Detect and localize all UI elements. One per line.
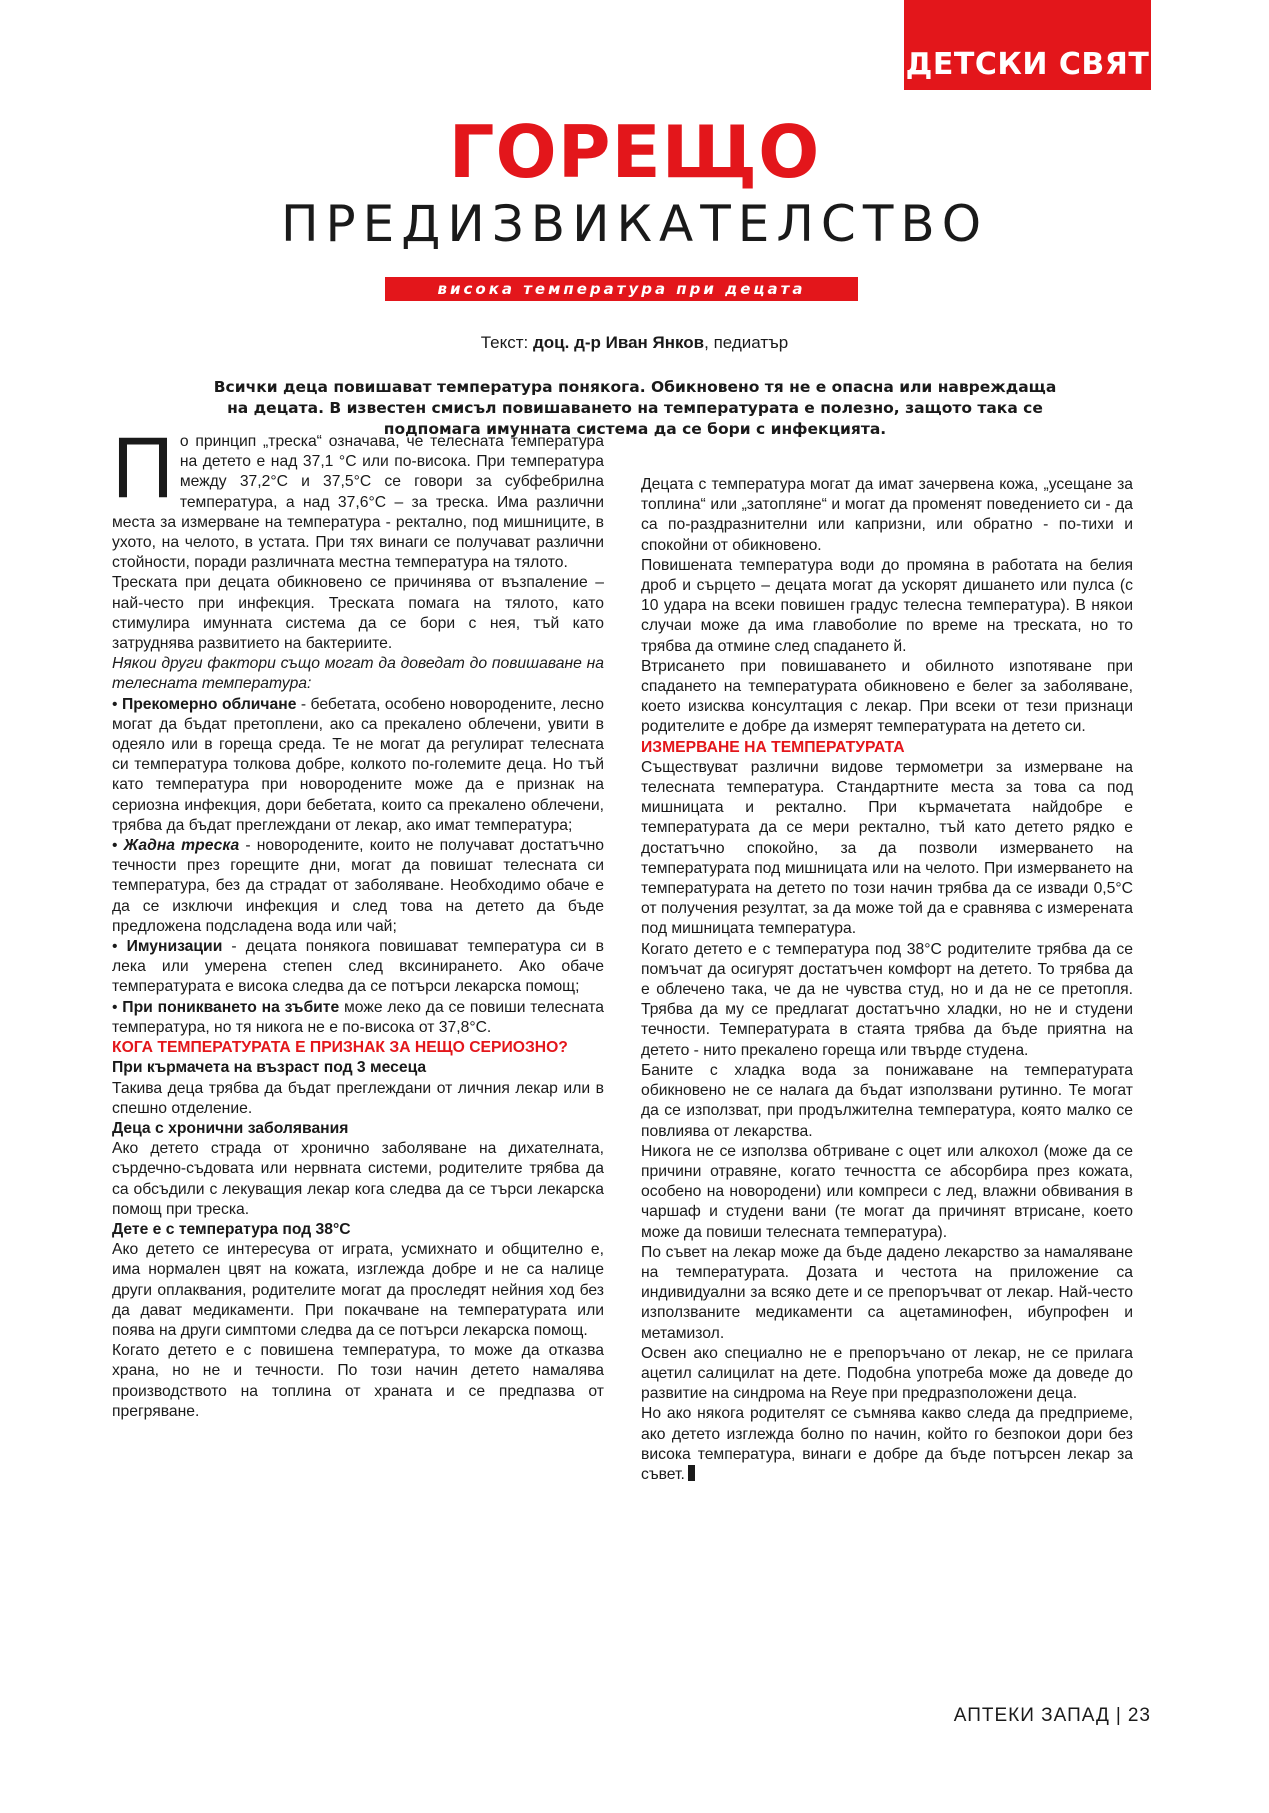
intro-paragraph — [112, 420, 604, 573]
paragraph: Когато детето е с повишена температура, то може да отказва храна, но не и течности. По този начин детето намалява производството на топлина от храната и се предпазва от прегряване. — [112, 1342, 604, 1420]
bullet-text: - децата понякога повишават температура си в лека или умерена степен след вксинирането. Ако обаче температурата е висока следва да се потърси лекарска помощ; — [112, 938, 604, 996]
subheading: При кърмачета на възраст под 3 месеца — [112, 1059, 427, 1077]
bullet-item: • Прекомерно обличане - бебетата, особено новородените, лесно могат да бъдат претоплени, ако са прекалено облечени, увити в одеяло или в гореща среда. Те не могат да регулират телесната си температура толкова добре, колкото по-големите деца. Но тъй като температура при новородените може да е признак на сериозна инфекция, дори бебетата, които са прекалено облечени, трябва да бъдат преглеждани от лекар, ако имат температура; — [112, 695, 604, 834]
section-heading: КОГА ТЕМПЕРАТУРАТА Е ПРИЗНАК ЗА НЕЩО СЕРИОЗНО? — [112, 1039, 568, 1057]
paragraph: Съществуват различни видове термометри за измерване на телесната температура. Стандартните места за това са под мишницата и ректално. При кърмачетата найдобре е температурата да се мери ректално, тъй като детето рядко е достатъчно спокойно, за да позволи измерването на температурата под мишницата или на челото. При измерването на температурата на детето по този начин трябва да се извади 0,5°C от получения резултат, за да може той да е сравнява с измерената под мишницата температура. — [641, 758, 1133, 938]
left-column — [112, 420, 605, 1422]
paragraph: Освен ако специално не е препоръчано от лекар, не се прилага ацетил салицилат на дете. Подобна употреба може да доведе до развитие на синдрома на Reye при предразположени деца. — [641, 1344, 1133, 1403]
page-number: 23 — [1127, 1705, 1151, 1726]
right-column — [641, 475, 1133, 1485]
paragraph: Баните с хладка вода за понижаване на температурата обикновено не се налага да бъдат използвани рутинно. Те могат да се използват, при продължителна температура, която малко се повлиява от лекарства. — [641, 1061, 1133, 1140]
byline-author: доц. д-р Иван Янков — [533, 333, 705, 352]
paragraph: Ако детето се интересува от играта, усмихнато и общително е, има нормален цвят на кожата, изглежда добре и не са налице други оплаквания, родителите могат да проследят нейния ход без да дават медикаменти. При покачване на температурата или поява на други симптоми следва да се потърси лекарска помощ. — [112, 1241, 604, 1339]
lead-paragraph: Всички деца повишават температура понякога. Обикновено тя не е опасна или навреждаща на децата. В известен смисъл повишаването на температурата е полезно, защото така се подпомага имунната система да се бори с инфекцията. — [213, 378, 1057, 438]
publication-name: АПТЕКИ ЗАПАД — [953, 1705, 1110, 1726]
subtitle-ribbon: висока температура при децата — [385, 277, 858, 301]
left-p3: Някои други фактори също могат да доведат до повишаване на телесната температура: — [112, 655, 604, 693]
section-tag: ДЕТСКИ СВЯТ — [904, 0, 1151, 90]
section-heading: ИЗМЕРВАНЕ НА ТЕМПЕРАТУРАТА — [641, 738, 905, 756]
closing-text: Но ако някога родителят се съмнява какво следа да предприеме, ако детето изглежда болно по начин, който го безпокои дори без висока температура, винаги е добре да бъде потърсен лекар за съвет. — [641, 1405, 1133, 1483]
paragraph: Повишената температура води до промяна в работата на белия дроб и сърцето – децата могат да ускорят дишането или пулса (с 10 удара на всеки повишен градус телесна температура). В някои случаи може да има главоболие по време на треската, но то трябва да отмине след спадането й. — [641, 556, 1133, 655]
footer-separator: | — [1115, 1705, 1122, 1726]
paragraph: Ако детето страда от хронично заболяване на дихателната, сърдечно-съдовата или нервната системи, родителите трябва да са обсъдили с лекуващия лекар кога следва да се търси лекарска помощ при треска. — [112, 1140, 604, 1218]
bullet-title: Жадна треска — [123, 837, 240, 855]
bullet-title: Прекомерно обличане — [121, 695, 297, 713]
bullet-item: • При поникването на зъбите може леко да се повиши телесната температура, но тя никога не е по-висока от 37,8°C. — [112, 998, 605, 1036]
paragraph: Когато детето е с температура под 38°C родителите трябва да се помъчат да осигурят достатъчен комфорт на детето. То трябва да е облечено така, че да не чувства студ, но и да не се претопля. Трябва да му се предлагат достатъчно хладки, но не и студени течности. Температурата в стаята трябва да бъде приятна на детето - нито прекалено гореща или твърде студена. — [641, 940, 1133, 1059]
paragraph: Никога не се използва обтриване с оцет или алкохол (може да се причини отравяне, когато течността се абсорбира през кожата, особено на новородени) или компреси с лед, влажни обвивания в чаршаф и студени вани (те могат да причинят втрисане, което може да повиши телесната температура). — [641, 1142, 1133, 1241]
bullet-text: може леко да се повиши телесната температура, но тя никога не е по-висока от 37,8°C. — [112, 998, 605, 1036]
bullet-title: Имунизации — [126, 938, 223, 956]
bullet-title: При поникването на зъбите — [122, 998, 340, 1016]
closing-paragraph — [641, 1404, 1133, 1485]
paragraph: Такива деца трябва да бъдат преглеждани от личния лекар или в спешно отделение. — [112, 1079, 604, 1117]
left-p2: Треската при децата обикновено се причинява от възпаление – най-често при инфекция. Треската помага на тялото, като стимулира имунната система да се бори с нея, тъй като затруднява развитието на бактериите. — [112, 574, 604, 653]
drop-cap: П — [112, 420, 174, 516]
bullet-item: • Жадна треска - новородените, които не получават достатъчно течности през горещите дни, могат да повишат телесната си температура, без да страдат от заболяване. Необходимо обаче е да се изключи инфекция и след това на детето да бъде предложена подсладена вода или чай; — [112, 837, 604, 935]
paragraph: Втрисането при повишаването и обилното изпотяване при спадането на температурата обикновено е белег за заболяване, което изисква консултация с лекар. При всеки от тези признаци родителите е добре да измерят температурата на детето си. — [641, 657, 1133, 736]
title-secondary: ПРЕДИЗВИКАТЕЛСТВО — [280, 195, 989, 253]
subheading: Деца с хронични заболявания — [112, 1119, 349, 1137]
subheading: Дете е с температура под 38°C — [112, 1220, 351, 1238]
bullet-text: - новородените, които не получават достатъчно течности през горещите дни, могат да повишат телесната си температура, без да страдат от заболяване. Необходимо обаче е да се изключи инфекция и след това на детето да бъде предложена подсладена вода или чай; — [112, 837, 604, 935]
bullet-text: - бебетата, особено новородените, лесно могат да бъдат претоплени, ако са прекалено облечени, увити в одеяло или в гореща среда. Те не могат да регулират телесната си температура толкова добре, колкото по-големите деца. Но тъй като температура при новородените може да е признак на сериозна инфекция, дори бебетата, които са прекалено облечени, трябва да бъдат преглеждани от лекар, ако имат температура; — [112, 695, 604, 834]
page-footer — [954, 1705, 1151, 1727]
left-p1: о принцип „треска“ означава, че телесната температура на детето е над 37,1 °C или по-висока. При температура между 37,2°C и 37,5°C се говори за субфебрилна температура, а над 37,6°C – за треска. Има различни места за измерване на температура - ректално, под мишниците, в ухото, на челото, в устата. При тях винаги се получават различни стойности, поради различната местна температура на тялото. — [112, 433, 604, 572]
byline — [0, 332, 1269, 354]
title-main: ГОРЕЩО — [448, 110, 821, 194]
end-mark-icon — [688, 1465, 695, 1481]
paragraph: По съвет на лекар може да бъде дадено лекарство за намаляване на температурата. Дозата и честота на приложение са индивидуални за всяко дете и се препоръчват от лекар. Най-често използваните медикаменти са ацетаминофен, ибупрофен и метамизол. — [641, 1243, 1133, 1342]
byline-role: , педиатър — [704, 333, 789, 352]
paragraph: Децата с температура могат да имат зачервена кожа, „усещане за топлина“ или „затопляне“ и могат да променят поведението си - да са по-раздразнителни или капризни, или обратно - по-тихи и спокойни от обикновено. — [641, 476, 1133, 554]
bullet-item: • Имунизации - децата понякога повишават температура си в лека или умерена степен след вксинирането. Ако обаче температурата е висока следва да се потърси лекарска помощ; — [112, 938, 604, 996]
byline-prefix: Текст: — [480, 333, 529, 352]
